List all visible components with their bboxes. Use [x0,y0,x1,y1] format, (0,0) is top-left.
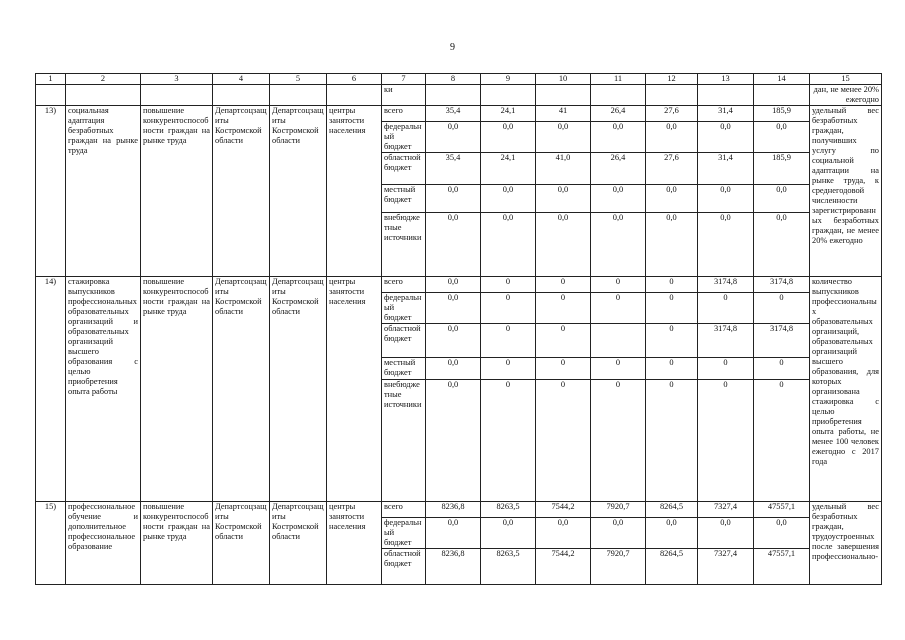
funding-value: 0,0 [536,122,591,153]
funding-value: 0,0 [591,122,646,153]
funding-value: 0,0 [698,213,754,277]
funding-value: 3174,8 [698,324,754,358]
funding-source: федеральный бюджет [382,518,426,549]
funding-value: 24,1 [481,106,536,122]
funding-value: 0 [754,380,810,502]
funding-value: 35,4 [426,106,481,122]
funding-source: федеральный бюджет [382,293,426,324]
funding-value: 31,4 [698,153,754,185]
column-number-row [36,74,882,85]
funding-value: 0 [646,293,698,324]
funding-value: 0,0 [646,518,698,549]
funding-value: 0,0 [698,518,754,549]
funding-value: 0 [646,324,698,358]
column-number: 13 [698,74,754,85]
funding-value: 0,0 [591,518,646,549]
column-number: 5 [270,74,327,85]
funding-source: местный бюджет [382,358,426,380]
program-table [35,73,882,585]
funding-value: 0,0 [536,185,591,213]
co-executor: Департсоцзащиты Костромской области [270,106,327,277]
funding-value: 0,0 [646,213,698,277]
funding-source: федеральный бюджет [382,122,426,153]
funding-value: 0,0 [536,518,591,549]
funding-value: 41,0 [536,153,591,185]
funding-value: 0 [646,380,698,502]
participants: центры занятости населения [327,277,382,502]
funding-value: 26,4 [591,153,646,185]
continuation-row [36,85,882,106]
activity-goal: повышение конкурентоспособности граждан на рынке труда [141,502,213,585]
column-number: 2 [66,74,141,85]
funding-value: 0 [536,358,591,380]
funding-value: 0,0 [754,213,810,277]
funding-value: 0,0 [646,185,698,213]
co-executor: Департсоцзащиты Костромской области [270,502,327,585]
column-number: 4 [213,74,270,85]
funding-value: 0 [754,293,810,324]
funding-value: 47557,1 [754,549,810,585]
funding-value: 8263,5 [481,502,536,518]
funding-value: 31,4 [698,106,754,122]
funding-value: 0 [646,277,698,293]
funding-value: 0 [754,358,810,380]
column-number: 12 [646,74,698,85]
co-executor: Департсоцзащиты Костромской области [270,277,327,502]
funding-value: 0,0 [481,213,536,277]
funding-value: 185,9 [754,153,810,185]
funding-source: всего [382,277,426,293]
funding-source: областной бюджет [382,153,426,185]
funding-source: всего [382,106,426,122]
activity-number: 14) [36,277,66,502]
activity-goal: повышение конкурентоспособности граждан на рынке труда [141,106,213,277]
funding-value: 7544,2 [536,549,591,585]
funding-value: 0 [536,293,591,324]
funding-value: 0 [698,380,754,502]
funding-value: 7327,4 [698,549,754,585]
funding-value: 0,0 [754,122,810,153]
column-number: 7 [382,74,426,85]
column-number: 9 [481,74,536,85]
funding-value: 8264,5 [646,502,698,518]
funding-source: местный бюджет [382,185,426,213]
funding-value: 0 [646,358,698,380]
continuation-indicator: дан, не менее 20% ежегодно [810,85,882,106]
target-indicator: удельный вес безработных граждан, трудоустроенных после завершения профессионально- [810,502,882,585]
funding-value: 7920,7 [591,502,646,518]
funding-value: 0,0 [754,518,810,549]
funding-value: 0,0 [591,185,646,213]
funding-value: 0 [481,358,536,380]
funding-value: 8236,8 [426,549,481,585]
funding-row [36,277,882,293]
funding-value: 0 [591,358,646,380]
funding-value: 0 [481,293,536,324]
target-indicator: количество выпускников профессиональных образовательных организаций, образовательных организаций высшего образования, для которых организована стажировка с целью приобретения опыта работы, не менее 100 человек ежегодно с 2017 года [810,277,882,502]
funding-value: 0,0 [426,213,481,277]
column-number: 11 [591,74,646,85]
funding-row [36,502,882,518]
funding-source: всего [382,502,426,518]
participants: центры занятости населения [327,106,382,277]
funding-value [591,324,646,358]
funding-row [36,106,882,122]
funding-value: 41 [536,106,591,122]
funding-value: 0 [536,277,591,293]
activity-name: социальная адаптация безработных граждан на рынке труда [66,106,141,277]
responsible-executor: Департсоцзащиты Костромской области [213,106,270,277]
funding-value: 0 [481,380,536,502]
funding-value: 0,0 [754,185,810,213]
funding-value: 35,4 [426,153,481,185]
funding-value: 27,6 [646,153,698,185]
funding-value: 0 [536,380,591,502]
column-number: 6 [327,74,382,85]
funding-value: 0,0 [481,185,536,213]
funding-source: областной бюджет [382,549,426,585]
funding-value: 0,0 [426,293,481,324]
column-number: 3 [141,74,213,85]
column-number: 1 [36,74,66,85]
funding-value: 0,0 [426,324,481,358]
funding-value: 0 [481,324,536,358]
funding-value: 0 [591,380,646,502]
funding-value: 47557,1 [754,502,810,518]
funding-value: 8264,5 [646,549,698,585]
funding-value: 0 [536,324,591,358]
funding-value: 3174,8 [754,277,810,293]
funding-value: 8236,8 [426,502,481,518]
funding-value: 3174,8 [754,324,810,358]
funding-value: 0,0 [426,185,481,213]
activity-goal: повышение конкурентоспособности граждан на рынке труда [141,277,213,502]
funding-value: 27,6 [646,106,698,122]
continuation-source: ки [382,85,426,106]
responsible-executor: Департсоцзащиты Костромской области [213,502,270,585]
activity-number: 13) [36,106,66,277]
funding-value: 0,0 [426,277,481,293]
funding-source: внебюджетные источники [382,213,426,277]
funding-value: 7920,7 [591,549,646,585]
funding-value: 0 [591,293,646,324]
funding-value: 0,0 [426,358,481,380]
funding-value: 0,0 [426,380,481,502]
funding-value: 0,0 [426,122,481,153]
activity-number: 15) [36,502,66,585]
funding-value: 3174,8 [698,277,754,293]
funding-value: 0,0 [646,122,698,153]
funding-value: 0,0 [481,122,536,153]
funding-value: 185,9 [754,106,810,122]
funding-value: 0 [698,293,754,324]
funding-value: 26,4 [591,106,646,122]
funding-value: 0 [698,358,754,380]
funding-value: 7327,4 [698,502,754,518]
responsible-executor: Департсоцзащиты Костромской области [213,277,270,502]
funding-source: областной бюджет [382,324,426,358]
funding-value: 0,0 [481,518,536,549]
funding-value: 0,0 [536,213,591,277]
funding-value: 0,0 [698,122,754,153]
funding-value: 8263,5 [481,549,536,585]
activity-name: профессиональное обучение и дополнительное профессиональное образование [66,502,141,585]
funding-value: 0,0 [698,185,754,213]
column-number: 14 [754,74,810,85]
funding-value: 0,0 [426,518,481,549]
target-indicator: удельный вес безработных граждан, получивших услугу по социальной адаптации на рынке труда, к среднегодовой численности зарегистрированных безработных граждан, не менее 20% ежегодно [810,106,882,277]
funding-value: 0 [481,277,536,293]
funding-value: 7544,2 [536,502,591,518]
funding-value: 24,1 [481,153,536,185]
funding-value: 0 [591,277,646,293]
column-number: 8 [426,74,481,85]
activity-name: стажировка выпускников профессиональных образовательных организаций и образовательных организаций высшего образования с целью приобретения опыта работы [66,277,141,502]
funding-source: внебюджетные источники [382,380,426,502]
participants: центры занятости населения [327,502,382,585]
funding-value: 0,0 [591,213,646,277]
page-number: 9 [450,42,455,53]
column-number: 10 [536,74,591,85]
column-number: 15 [810,74,882,85]
